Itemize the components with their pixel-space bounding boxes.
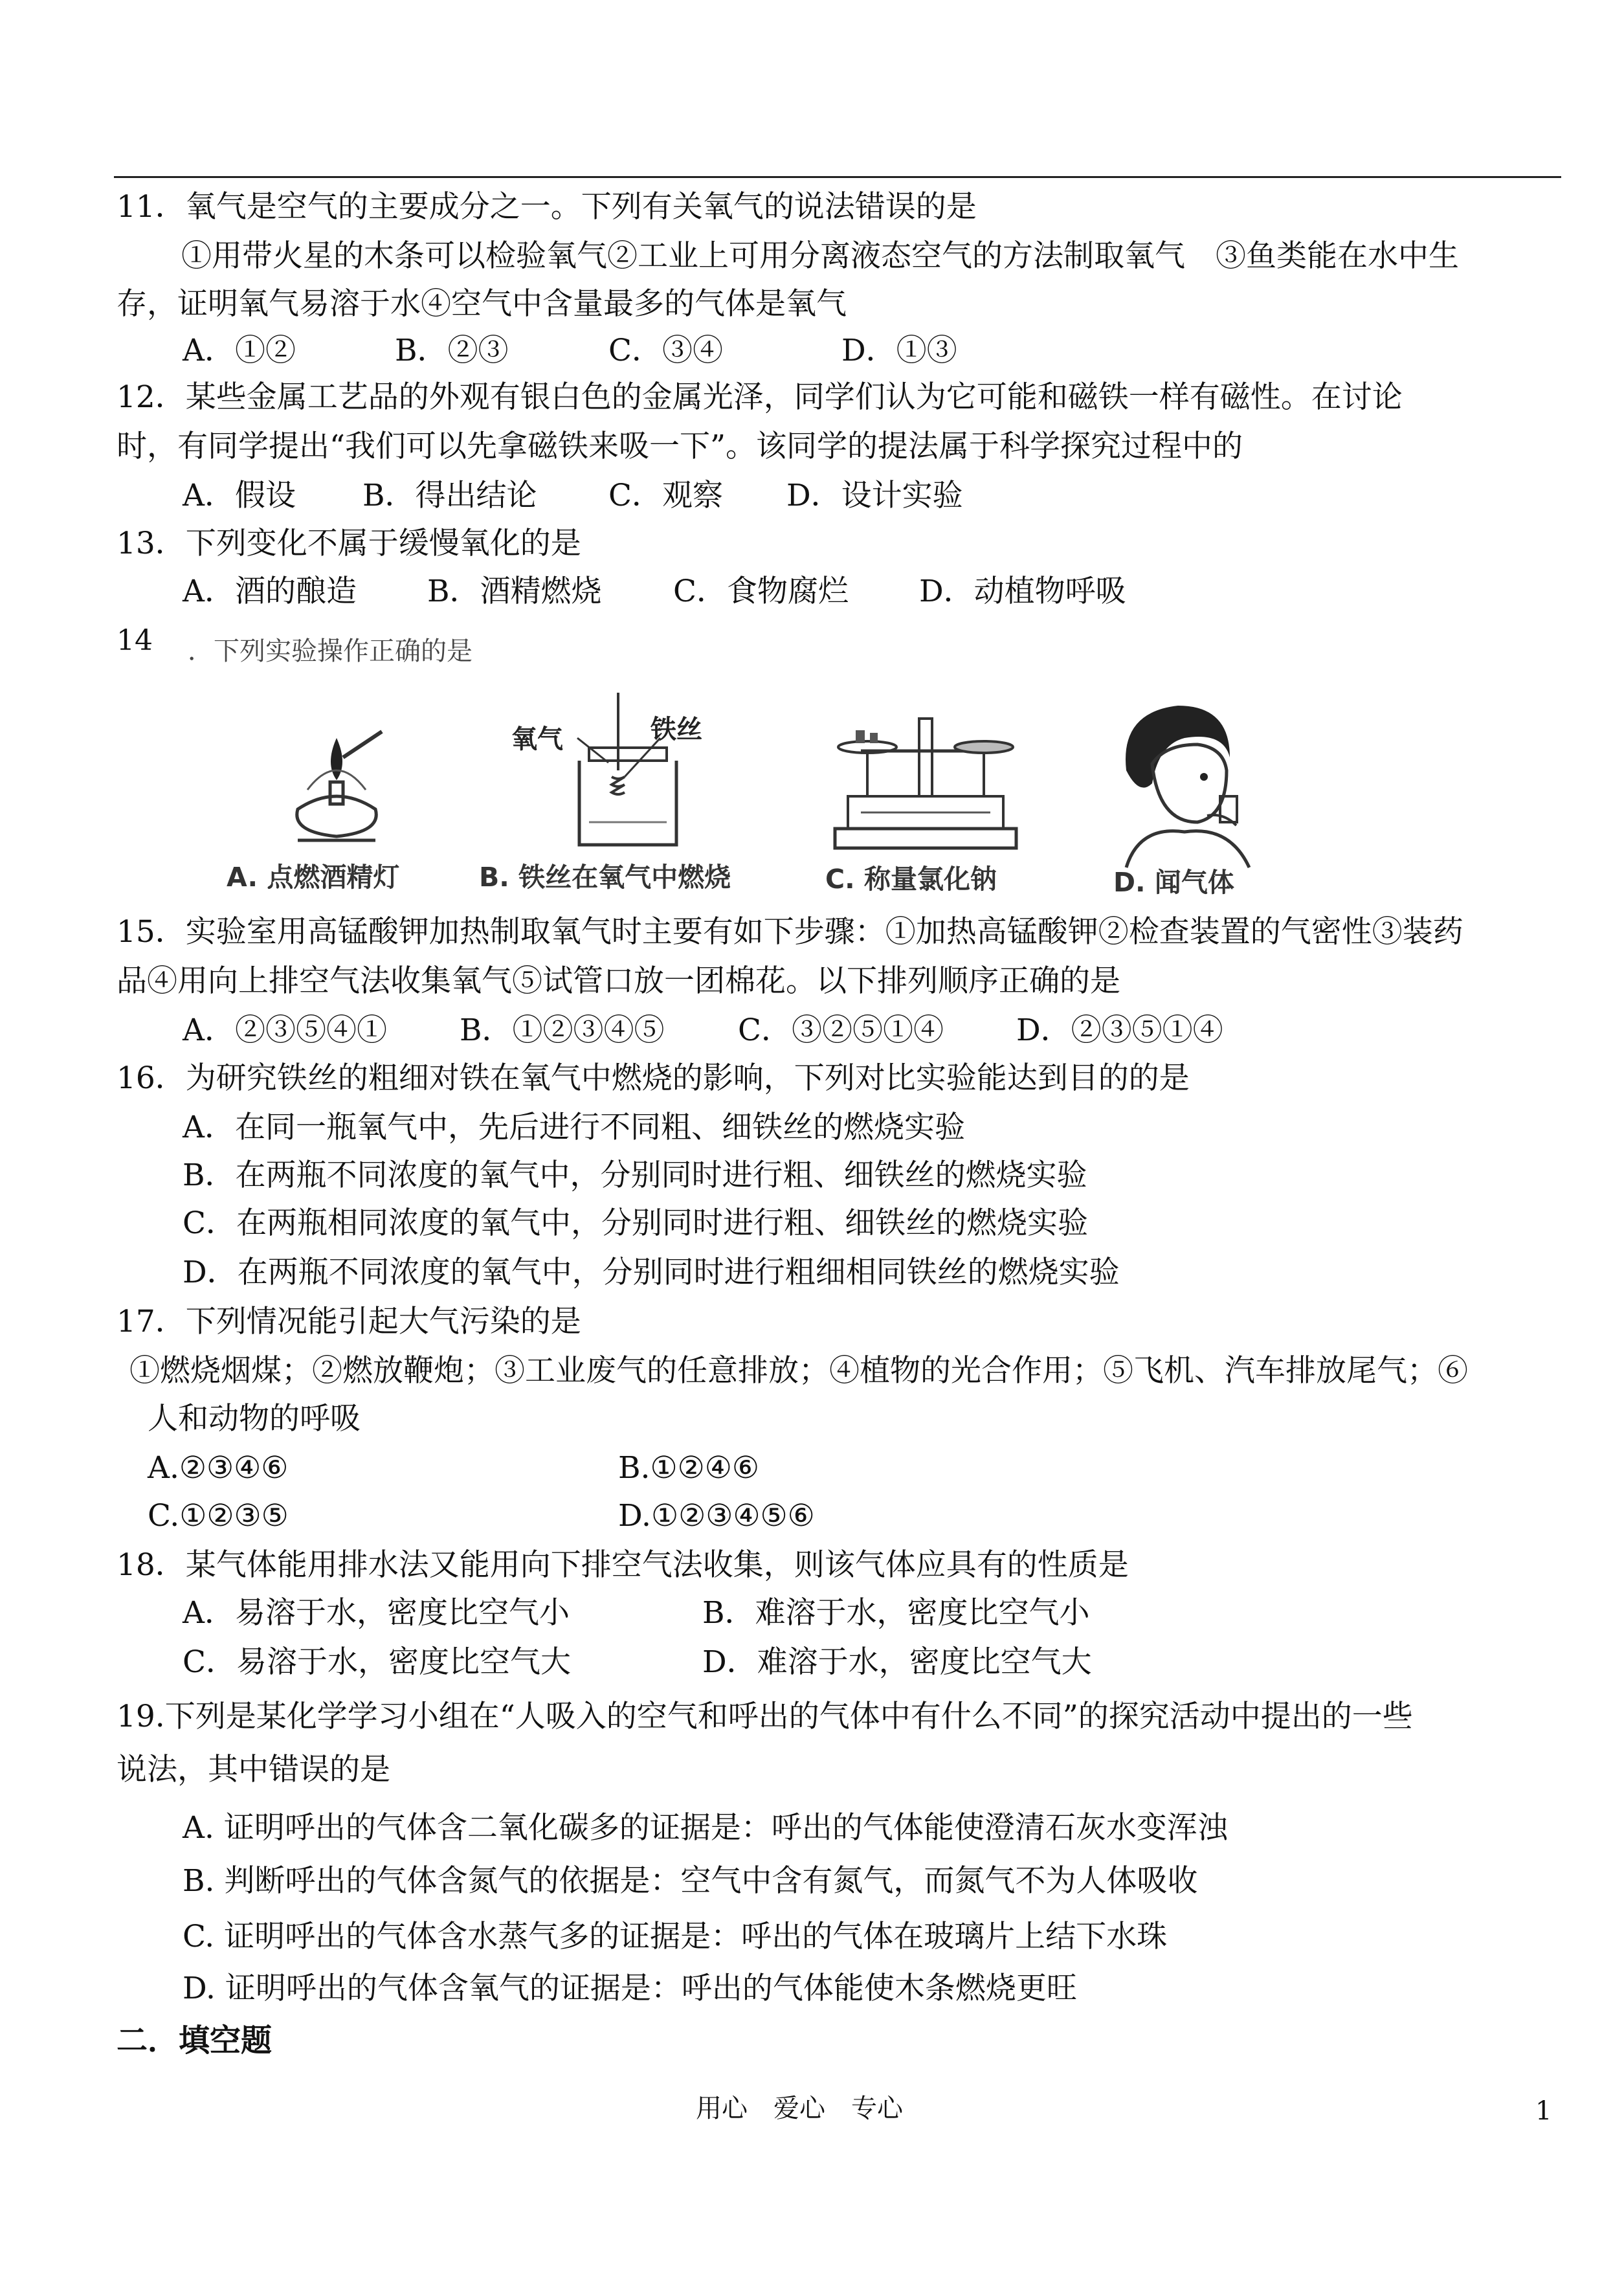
q14-caption-c: C. 称量氯化钠 xyxy=(825,864,997,895)
q15-stem-line2: 品④用向上排空气法收集氧气⑤试管口放一团棉花。以下排列顺序正确的是 xyxy=(117,963,1120,999)
q15-option-b: B．①②③④⑤ xyxy=(460,1012,665,1048)
header-rule xyxy=(114,176,1561,178)
q17-option-a: A.②③④⑥ xyxy=(148,1450,289,1486)
smelling-gas-figure xyxy=(1100,693,1262,874)
q17-body-line2: 人和动物的呼吸 xyxy=(148,1401,361,1437)
q13-option-c: C．食物腐烂 xyxy=(673,574,849,609)
page-number: 1 xyxy=(1535,2096,1552,2126)
q14-number: 14 xyxy=(117,624,153,657)
q11-option-c: C．③④ xyxy=(608,333,723,368)
iron-wire-oxygen-figure xyxy=(505,686,731,861)
q12-option-a: A．假设 xyxy=(183,478,296,513)
oxygen-label: 氧气 xyxy=(511,724,563,754)
q18-option-a: A．易溶于水，密度比空气小 xyxy=(183,1595,570,1631)
section-heading-fill-in: 二．填空题 xyxy=(117,2022,273,2059)
q17-stem: 17．下列情况能引起大气污染的是 xyxy=(117,1304,581,1339)
footer-motto: 用心 爱心 专心 xyxy=(696,2094,903,2123)
q18-option-c: C．易溶于水，密度比空气大 xyxy=(183,1644,571,1680)
q18-option-b: B．难溶于水，密度比空气小 xyxy=(702,1595,1090,1631)
balance-figure xyxy=(822,706,1029,861)
q12-stem-line1: 12．某些金属工艺品的外观有银白色的金属光泽，同学们认为它可能和磁铁一样有磁性。在讨论 xyxy=(117,379,1403,415)
q19-stem-line2: 说法，其中错误的是 xyxy=(117,1752,390,1787)
q18-stem: 18．某气体能用排水法又能用向下排空气法收集，则该气体应具有的性质是 xyxy=(117,1547,1129,1583)
q19-stem-line1: 19.下列是某化学学习小组在“人吸入的空气和呼出的气体中有什么不同”的探究活动中提出的一些 xyxy=(117,1699,1413,1734)
q11-option-d: D．①③ xyxy=(841,333,957,368)
q15-option-d: D．②③⑤①④ xyxy=(1016,1012,1223,1048)
q19-option-d: D. 证明呼出的气体含氧气的证据是：呼出的气体能使木条燃烧更旺 xyxy=(183,1971,1077,2006)
q14-caption-b: B. 铁丝在氧气中燃烧 xyxy=(479,862,731,893)
q17-body-line1: ①燃烧烟煤；②燃放鞭炮；③工业废气的任意排放；④植物的光合作用；⑤飞机、汽车排放尾气；⑥ xyxy=(129,1353,1468,1389)
q19-option-b: B. 判断呼出的气体含氮气的依据是：空气中含有氮气，而氮气不为人体吸收 xyxy=(183,1863,1198,1899)
q12-option-d: D．设计实验 xyxy=(786,478,963,513)
q16-option-d: D．在两瓶不同浓度的氧气中，分别同时进行粗细相同铁丝的燃烧实验 xyxy=(183,1255,1120,1290)
alcohol-lamp-figure xyxy=(272,712,401,848)
q14-caption-d: D. 闻气体 xyxy=(1113,867,1234,898)
q15-option-a: A．②③⑤④① xyxy=(183,1012,387,1048)
q12-stem-line2: 时，有同学提出“我们可以先拿磁铁来吸一下”。该同学的提法属于科学探究过程中的 xyxy=(117,429,1243,464)
q16-option-c: C．在两瓶相同浓度的氧气中，分别同时进行粗、细铁丝的燃烧实验 xyxy=(183,1205,1088,1241)
iron-wire-label: 铁丝 xyxy=(651,715,702,744)
q15-option-c: C．③②⑤①④ xyxy=(738,1012,944,1048)
q11-body-line1: ①用带火星的木条可以检验氧气②工业上可用分离液态空气的方法制取氧气 ③鱼类能在水中生 xyxy=(181,238,1459,274)
q17-option-d: D.①②③④⑤⑥ xyxy=(618,1498,815,1534)
q19-option-c: C. 证明呼出的气体含水蒸气多的证据是：呼出的气体在玻璃片上结下水珠 xyxy=(183,1919,1168,1954)
q11-option-b: B．②③ xyxy=(395,333,509,368)
q14-stem: ．下列实验操作正确的是 xyxy=(188,636,473,666)
q11-body-line2: 存，证明氧气易溶于水④空气中含量最多的气体是氧气 xyxy=(117,286,847,322)
q18-option-d: D．难溶于水，密度比空气大 xyxy=(702,1644,1092,1680)
q12-option-c: C．观察 xyxy=(608,478,723,513)
q15-stem-line1: 15．实验室用高锰酸钾加热制取氧气时主要有如下步骤：①加热高锰酸钾②检查装置的气密性③装药 xyxy=(117,914,1463,950)
q11-option-a: A．①② xyxy=(183,333,296,368)
q16-option-b: B．在两瓶不同浓度的氧气中，分别同时进行粗、细铁丝的燃烧实验 xyxy=(183,1158,1087,1193)
q13-option-b: B．酒精燃烧 xyxy=(427,574,602,609)
q14-caption-a: A. 点燃酒精灯 xyxy=(227,862,400,893)
q17-option-b: B.①②④⑥ xyxy=(618,1450,760,1486)
q19-option-a: A. 证明呼出的气体含二氧化碳多的证据是：呼出的气体能使澄清石灰水变浑浊 xyxy=(183,1810,1228,1846)
q16-stem: 16．为研究铁丝的粗细对铁在氧气中燃烧的影响，下列对比实验能达到目的的是 xyxy=(117,1060,1190,1096)
q13-option-a: A．酒的酿造 xyxy=(183,574,357,609)
q13-option-d: D．动植物呼吸 xyxy=(919,574,1126,609)
q12-option-b: B．得出结论 xyxy=(362,478,537,513)
q11-stem: 11．氧气是空气的主要成分之一。下列有关氧气的说法错误的是 xyxy=(117,189,977,225)
q16-option-a: A．在同一瓶氧气中，先后进行不同粗、细铁丝的燃烧实验 xyxy=(183,1110,965,1145)
q13-stem: 13．下列变化不属于缓慢氧化的是 xyxy=(117,526,581,561)
q17-option-c: C.①②③⑤ xyxy=(148,1498,289,1534)
